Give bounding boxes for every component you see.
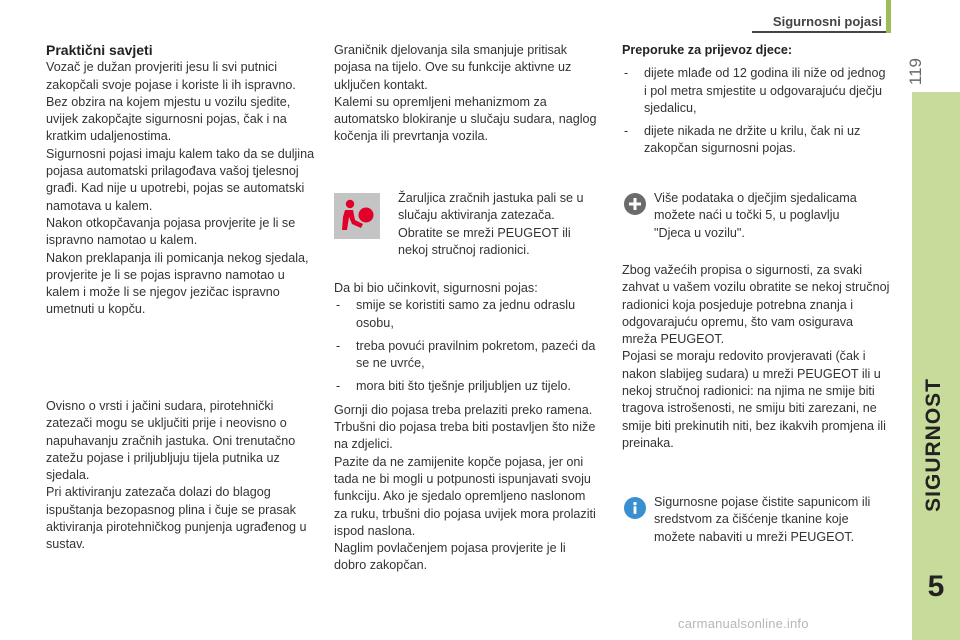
column-right-lower [622, 262, 890, 452]
list-item: - treba povući pravilnim pokretom, pazeći da se ne uvrće, [334, 338, 600, 373]
paragraph: Vozač je dužan provjeriti jesu li svi putnici zakopčali svoje pojase i koriste li ih ispravno. [46, 60, 296, 92]
chapter-label-wrap [914, 330, 954, 560]
chapter-label: SIGURNOST [922, 378, 945, 512]
column-right [622, 42, 890, 158]
column-left [46, 42, 320, 319]
child-transport-list [622, 65, 890, 157]
paragraph: Trbušni dio pojasa treba biti postavljen što niže na zdjelici. [334, 420, 596, 452]
child-seat-note: Više podataka o dječjim sjedalicama možete naći u točki 5, u poglavlju "Djeca u vozilu". [654, 191, 857, 240]
airbag-warning-note: Žaruljica zračnih jastuka pali se u slučaju aktiviranja zatezača. Obratite se mreži PEUGEOT ili nekoj stručnoj radionici. [398, 191, 584, 257]
column-left-lower [46, 398, 320, 554]
plus-info-icon [624, 193, 646, 215]
list-item: - dijete mlađe od 12 godina ili niže od jednog i pol metra smjestite u odgovarajuću dječju sjedalicu, [622, 65, 890, 117]
paragraph: Graničnik djelovanja sila smanjuje pritisak pojasa na tijelo. Ove su funkcije aktivne uz uključen kontakt. [334, 43, 572, 92]
paragraph: Pazite da ne zamijenite kopče pojasa, jer oni tada ne bi mogli u potpunosti ispunjavati svoju funkciju. Ako je sjedalo opremljeno naslonom za ruku, trbušni dio pojasa uvijek mora prolaziti ispod naslona. [334, 454, 596, 538]
list-item: - mora biti što tješnje priljubljen uz tijelo. [334, 378, 600, 395]
column-middle-lower [334, 280, 600, 575]
belt-requirements-list [334, 297, 600, 395]
belt-requirements-intro: Da bi bio učinkovit, sigurnosni pojas: [334, 281, 538, 295]
list-item: - dijete nikada ne držite u krilu, čak ni uz zakopčan sigurnosni pojas. [622, 123, 890, 158]
paragraph: Nakon otkopčavanja pojasa provjerite je li se ispravno namotao u kalem. [46, 215, 296, 248]
info-icon [624, 497, 646, 519]
list-item: - smije se koristiti samo za jednu odraslu osobu, [334, 297, 600, 332]
column-middle [334, 42, 600, 146]
paragraph: Bez obzira na kojem mjestu u vozilu sjedite, uvijek zakopčajte sigurnosni pojas, čak i na kratkim udaljenostima. [46, 94, 291, 144]
child-transport-title: Preporuke za prijevoz djece: [622, 43, 793, 57]
header-accent-bar [886, 0, 891, 33]
chapter-number: 5 [927, 570, 945, 603]
paragraph: Gornji dio pojasa treba prelaziti preko ramena. [334, 402, 593, 417]
paragraph: Pojasi se moraju redovito provjeravati (čak i nakon slabijeg sudara) u mreži PEUGEOT ili u nekoj stručnoj radionici: na njima ne smije biti tragova istrošenosti, ne smiju biti zarezani, ne smije biti prekinutih niti, bez ikakvih promjena ili preinaka. [622, 349, 886, 450]
header-divider [752, 31, 886, 33]
paragraph: Nakon preklapanja ili pomicanja nekog sjedala, provjerite je li se pojas ispravno namotao u kalem i može li se njegov jezičac ispravno umetnuti u kopču. [46, 250, 309, 317]
airbag-warning-icon [334, 193, 380, 239]
paragraph: Naglim povlačenjem pojasa provjerite je li dobro zakopčan. [334, 541, 566, 573]
practical-tips-title: Praktični savjeti [46, 42, 153, 58]
paragraph: Pri aktiviranju zatezača dolazi do blagog ispuštanja bezopasnog plina i čuje se prasak aktiviranja pirotehničkog punjenja ugrađenog u sustav. [46, 485, 307, 552]
section-title: Sigurnosni pojasi [772, 14, 882, 29]
paragraph: Zbog važećih propisa o sigurnosti, za svaki zahvat u vašem vozilu obratite se nekoj stručnoj radionici koja posjeduje potrebna znanja i odgovarajuću opremu, što vam osigurava mreža PEUGEOT. [622, 263, 890, 347]
watermark: carmanualsonline.info [678, 616, 809, 631]
paragraph: Sigurnosni pojasi imaju kalem tako da se duljina pojasa automatski prilagođava vašoj tjelesnoj građi. Kad nije u upotrebi, pojas se automatski namotava u kalem. [46, 146, 315, 213]
paragraph: Kalemi su opremljeni mehanizmom za automatsko blokiranje u slučaju sudara, naglog kočenja ili prevrtanja vozila. [334, 94, 597, 144]
paragraph: Ovisno o vrsti i jačini sudara, pirotehnički zatezači mogu se uključiti prije i neovisno o napuhavanju zračnih jastuka. Oni trenutačno zatežu pojase i priljubljuju tijela putnika uz sjedala. [46, 399, 296, 483]
page-number: 119 [906, 58, 925, 86]
cleaning-note: Sigurnosne pojase čistite sapunicom ili sredstvom za čišćenje tkanine koje možete nabaviti u mreži PEUGEOT. [654, 495, 871, 544]
